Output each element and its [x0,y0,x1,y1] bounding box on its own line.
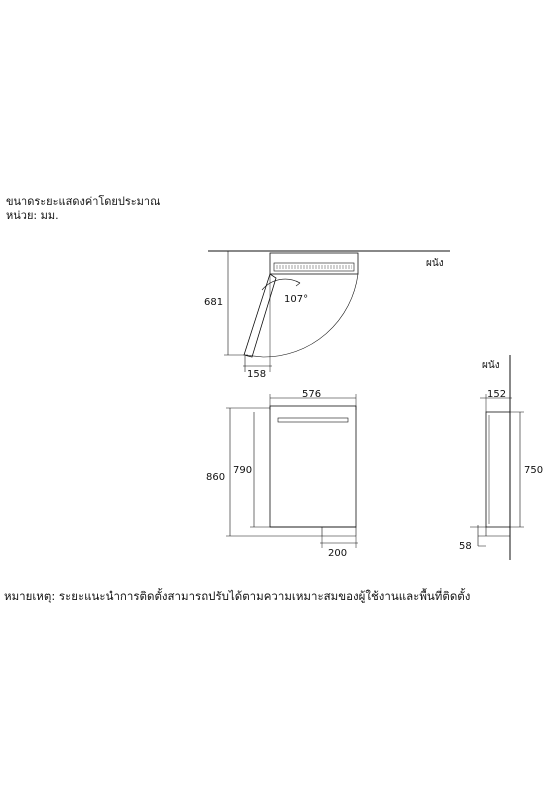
wall-label-top: ผนัง [426,258,444,269]
dimension-58: 58 [459,541,472,552]
front-handle [278,418,348,422]
angle-107-label: 107° [284,294,309,305]
side-view [470,355,524,560]
dimension-200: 200 [328,548,348,559]
top-view [208,251,450,372]
dimension-158: 158 [247,369,267,380]
unit-note: หน่วย: มม. [6,209,59,222]
approx-dimensions-note: ขนาดระยะแสดงค่าโดยประมาณ [6,195,161,208]
door-swing-arc [263,274,358,357]
dimension-790: 790 [233,465,253,476]
dimension-576: 576 [302,389,322,400]
installation-footnote: หมายเหตุ: ระยะแนะนำการติดตั้งสามารถปรับได้ตามความเหมาะสมของผู้ใช้งานและพื้นที่ติดตั้ง [4,589,471,603]
dimension-860: 860 [206,472,226,483]
cabinet-top-inner [274,263,354,271]
opened-door [244,274,276,357]
dimension-152: 152 [487,389,507,400]
dimension-750: 750 [524,465,544,476]
wall-label-side: ผนัง [482,360,500,371]
cabinet-front-outline [270,406,356,527]
cabinet-side-outline [486,412,510,527]
dimension-681: 681 [204,297,224,308]
